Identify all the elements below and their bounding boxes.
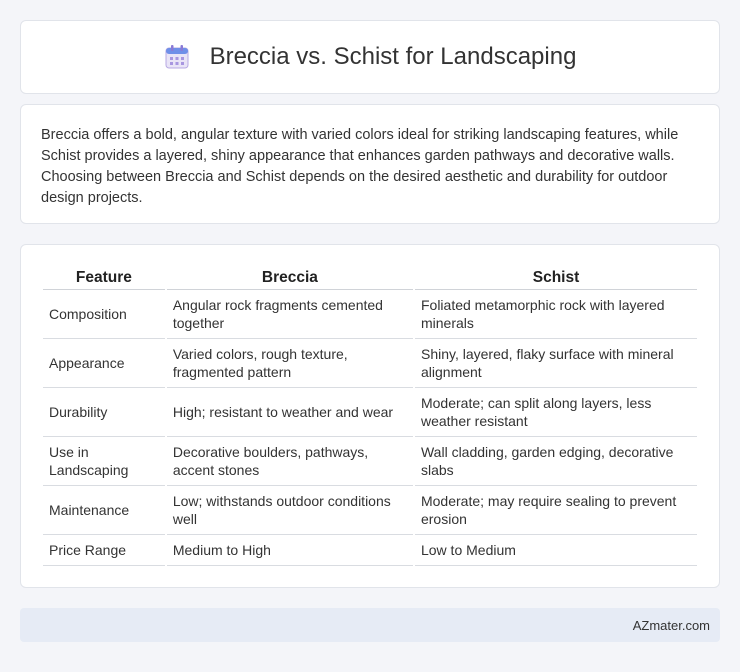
row-feature: Maintenance bbox=[43, 486, 165, 535]
table-header-row bbox=[43, 265, 697, 290]
row-breccia: Medium to High bbox=[167, 535, 413, 566]
table-row bbox=[43, 290, 697, 339]
table-row bbox=[43, 388, 697, 437]
row-schist: Moderate; may require sealing to prevent erosion bbox=[415, 486, 697, 535]
row-feature: Appearance bbox=[43, 339, 165, 388]
calendar-icon bbox=[164, 44, 190, 70]
page-title: Breccia vs. Schist for Landscaping bbox=[209, 43, 577, 70]
row-feature: Durability bbox=[43, 388, 165, 437]
intro-card bbox=[20, 104, 720, 224]
row-schist: Foliated metamorphic rock with layered minerals bbox=[415, 290, 697, 339]
footer bbox=[20, 608, 720, 642]
row-schist: Low to Medium bbox=[415, 535, 697, 566]
row-feature: Composition bbox=[43, 290, 165, 339]
header-schist: Schist bbox=[415, 265, 697, 290]
row-breccia: Decorative boulders, pathways, accent stones bbox=[167, 437, 413, 486]
table-row bbox=[43, 535, 697, 566]
row-schist: Moderate; can split along layers, less weather resistant bbox=[415, 388, 697, 437]
header-breccia: Breccia bbox=[167, 265, 413, 290]
footer-site-link[interactable]: AZmater.com bbox=[632, 617, 710, 633]
row-schist: Wall cladding, garden edging, decorative slabs bbox=[415, 437, 697, 486]
row-breccia: Angular rock fragments cemented together bbox=[167, 290, 413, 339]
table-row bbox=[43, 437, 697, 486]
row-feature: Use in Landscaping bbox=[43, 437, 165, 486]
row-schist: Shiny, layered, flaky surface with mineral alignment bbox=[415, 339, 697, 388]
row-feature: Price Range bbox=[43, 535, 165, 566]
row-breccia: Low; withstands outdoor conditions well bbox=[167, 486, 413, 535]
row-breccia: High; resistant to weather and wear bbox=[167, 388, 413, 437]
table-row bbox=[43, 486, 697, 535]
title-card bbox=[20, 20, 720, 94]
intro-text: Breccia offers a bold, angular texture with varied colors ideal for striking landscaping features, while Schist provides a layered, shiny appearance that enhances garden pathways and decorative walls. Choosing between Breccia and Schist depends on the desired aesthetic and durability for outdoor design projects. bbox=[41, 127, 679, 206]
comparison-table-card bbox=[20, 244, 720, 588]
header-feature: Feature bbox=[43, 265, 165, 290]
row-breccia: Varied colors, rough texture, fragmented pattern bbox=[167, 339, 413, 388]
table-row bbox=[43, 339, 697, 388]
comparison-table bbox=[41, 265, 699, 566]
